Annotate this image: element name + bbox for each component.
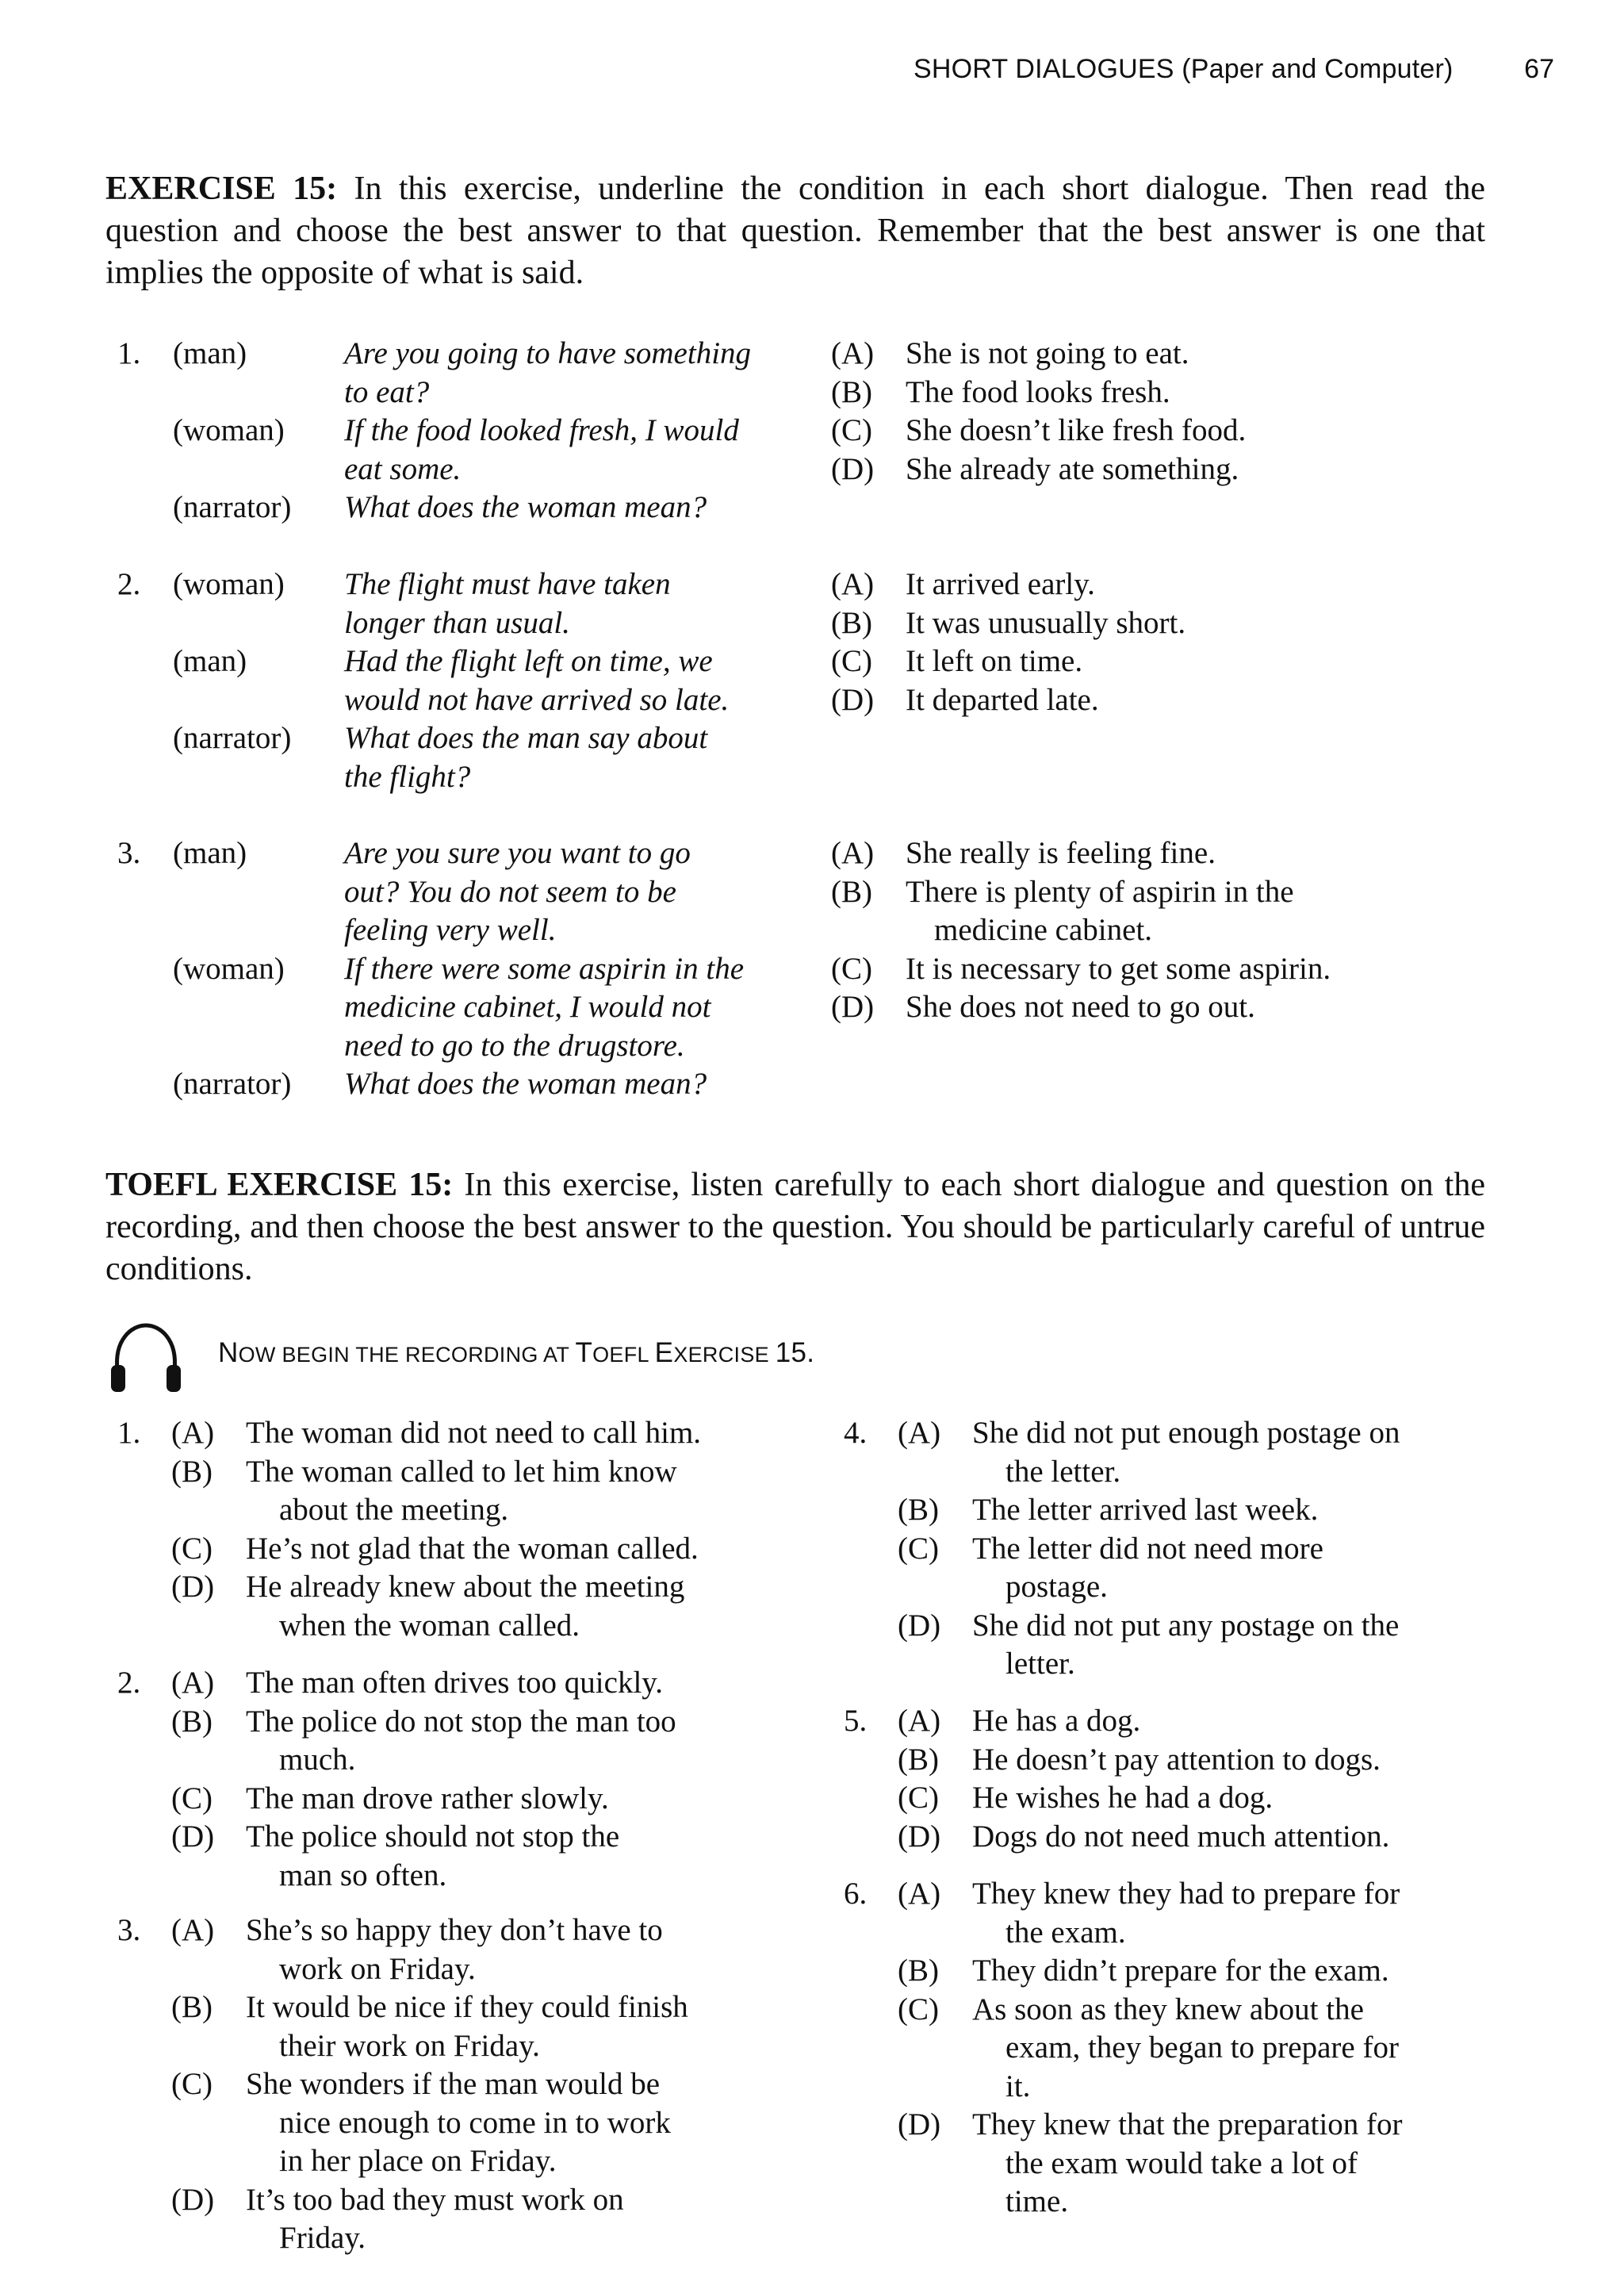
option-line: It would be nice if they could finish	[246, 1990, 688, 2024]
option-line: She does not need to go out.	[906, 990, 1255, 1024]
option-text	[906, 950, 1484, 989]
option-line: time.	[1005, 2184, 1069, 2218]
speaker-label: (man)	[173, 836, 247, 870]
option-text	[906, 604, 1484, 643]
option-letter: (B)	[831, 605, 872, 640]
item-number: 4.	[844, 1416, 868, 1450]
option-line: She did not put enough postage on	[972, 1416, 1400, 1450]
exercise-15-text: In this exercise, underline the condition in each short dialogue. Then read the question and choose the best answer to that question. Remember that the best answer is one that implies the opposite of what is said.	[105, 171, 1485, 291]
speech-line: If the food looked fresh, I would	[344, 413, 739, 447]
speech-line: The flight must have taken	[344, 567, 671, 601]
speech-line: Had the flight left on time, we	[344, 644, 713, 678]
option-text	[906, 873, 1484, 950]
option-letter: (C)	[171, 1531, 213, 1566]
option-letter: (C)	[898, 1992, 939, 2026]
option-line: They didn’t prepare for the exam.	[972, 1954, 1389, 1988]
option-line: man so often.	[279, 1858, 447, 1892]
speech-line: What does the woman mean?	[344, 1067, 707, 1101]
option-line: It left on time.	[906, 644, 1083, 678]
option-line: Dogs do not need much attention.	[972, 1819, 1390, 1854]
option-line: it.	[1005, 2069, 1031, 2103]
speech-line: would not have arrived so late.	[344, 682, 730, 717]
exercise-15-label: EXERCISE 15:	[105, 171, 338, 207]
option-text	[246, 1530, 753, 1569]
option-text	[906, 642, 1484, 681]
option-text	[246, 1780, 753, 1819]
option-line: They knew that the preparation for	[972, 2107, 1403, 2141]
option-line: when the woman called.	[279, 1608, 580, 1643]
option-line: The police should not stop the	[246, 1819, 620, 1854]
option-text	[906, 834, 1484, 873]
option-text	[246, 1453, 753, 1530]
option-line: their work on Friday.	[279, 2028, 540, 2063]
option-text	[972, 1491, 1480, 1530]
option-letter: (A)	[898, 1704, 941, 1738]
option-text	[972, 2106, 1480, 2222]
option-letter: (D)	[831, 451, 875, 486]
option-line: It’s too bad they must work on	[246, 2182, 624, 2217]
option-text	[972, 1779, 1480, 1818]
option-line: It is necessary to get some aspirin.	[906, 951, 1331, 986]
option-line: It was unusually short.	[906, 605, 1186, 640]
option-text	[972, 1818, 1480, 1857]
speech-line: to eat?	[344, 374, 430, 409]
exercise-15-instructions	[105, 168, 1485, 294]
option-letter: (C)	[171, 2067, 213, 2101]
option-text	[246, 2065, 753, 2181]
speech-text	[344, 834, 788, 950]
item-number: 5.	[844, 1704, 868, 1738]
page-number: 67	[1524, 54, 1554, 84]
recording-instruction: NOW BEGIN THE RECORDING AT TOEFL EXERCISE 15.	[218, 1337, 815, 1368]
speech-line: eat some.	[344, 451, 462, 486]
speech-text	[344, 950, 788, 1066]
option-line: Friday.	[279, 2221, 366, 2255]
option-letter: (B)	[898, 1954, 939, 1988]
option-line: She wonders if the man would be	[246, 2067, 661, 2101]
speaker-label: (narrator)	[173, 721, 292, 755]
option-text	[246, 1911, 753, 1988]
speech-text	[344, 1065, 788, 1104]
item-number: 1.	[117, 336, 141, 370]
option-text	[972, 1875, 1480, 1952]
option-line: They knew they had to prepare for	[972, 1877, 1400, 1911]
option-letter: (D)	[171, 1819, 215, 1854]
option-line: The letter did not need more	[972, 1531, 1323, 1566]
option-line: There is plenty of aspirin in the	[906, 874, 1294, 909]
option-text	[906, 988, 1484, 1027]
option-line: the exam.	[1005, 1915, 1126, 1950]
option-text	[246, 1664, 753, 1703]
speech-text	[344, 412, 788, 489]
speech-line: the flight?	[344, 759, 471, 794]
option-line: He has a dog.	[972, 1704, 1141, 1738]
option-letter: (C)	[831, 951, 872, 986]
speech-line: medicine cabinet, I would not	[344, 990, 711, 1024]
option-line: He doesn’t pay attention to dogs.	[972, 1742, 1381, 1777]
option-line: exam, they began to prepare for	[1005, 2030, 1399, 2065]
speaker-label: (man)	[173, 336, 247, 370]
option-text	[246, 1568, 753, 1645]
item-number: 3.	[117, 1913, 141, 1947]
toefl-exercise-15-label: TOEFL EXERCISE 15:	[105, 1167, 454, 1203]
option-letter: (A)	[171, 1416, 215, 1450]
option-letter: (B)	[171, 1704, 213, 1739]
option-line: the exam would take a lot of	[1005, 2145, 1358, 2180]
option-line: She doesn’t like fresh food.	[906, 413, 1247, 447]
item-number: 3.	[117, 836, 141, 870]
option-letter: (D)	[898, 1819, 941, 1854]
option-line: much.	[279, 1743, 356, 1777]
option-line: in her place on Friday.	[279, 2144, 557, 2178]
speech-line: Are you going to have something	[344, 336, 752, 370]
option-letter: (C)	[898, 1531, 939, 1566]
option-text	[972, 1530, 1480, 1607]
speaker-label: (woman)	[173, 567, 285, 601]
option-text	[906, 566, 1484, 604]
option-text	[972, 1414, 1480, 1491]
speech-line: feeling very well.	[344, 913, 557, 947]
option-letter: (B)	[831, 874, 872, 909]
option-letter: (C)	[171, 1781, 213, 1815]
option-text	[246, 1818, 753, 1895]
speech-line: If there were some aspirin in the	[344, 951, 745, 986]
option-letter: (C)	[898, 1781, 939, 1815]
option-letter: (D)	[898, 1608, 941, 1643]
speech-text	[344, 566, 788, 642]
option-letter: (D)	[171, 2182, 215, 2217]
option-text	[246, 1703, 753, 1780]
option-letter: (C)	[831, 413, 872, 447]
option-line: He wishes he had a dog.	[972, 1781, 1274, 1815]
option-line: As soon as they knew about the	[972, 1992, 1364, 2026]
option-text	[906, 412, 1484, 451]
option-line: She really is feeling fine.	[906, 836, 1216, 870]
option-line: The woman did not need to call him.	[246, 1416, 702, 1450]
headphones-icon	[108, 1321, 184, 1395]
option-line: work on Friday.	[279, 1951, 476, 1986]
option-line: She’s so happy they don’t have to	[246, 1913, 663, 1947]
speech-text	[344, 489, 788, 527]
speech-text	[344, 642, 788, 719]
speech-text	[344, 719, 788, 796]
option-letter: (A)	[831, 336, 875, 370]
speaker-label: (narrator)	[173, 490, 292, 524]
option-line: He’s not glad that the woman called.	[246, 1531, 699, 1566]
item-number: 6.	[844, 1877, 868, 1911]
option-letter: (C)	[831, 644, 872, 678]
option-line: nice enough to come in to work	[279, 2105, 671, 2140]
option-line: the letter.	[1005, 1454, 1121, 1489]
option-letter: (B)	[898, 1493, 939, 1527]
option-line: The woman called to let him know	[246, 1454, 677, 1489]
option-line: She did not put any postage on the	[972, 1608, 1400, 1643]
option-text	[972, 1741, 1480, 1780]
speech-line: longer than usual.	[344, 605, 570, 640]
option-line: The food looks fresh.	[906, 374, 1170, 409]
option-text	[972, 1991, 1480, 2107]
option-letter: (B)	[171, 1990, 213, 2024]
option-line: He already knew about the meeting	[246, 1570, 685, 1604]
speech-line: need to go to the drugstore.	[344, 1028, 685, 1063]
option-line: medicine cabinet.	[934, 913, 1153, 947]
option-line: The letter arrived last week.	[972, 1493, 1319, 1527]
option-letter: (A)	[898, 1877, 941, 1911]
item-number: 1.	[117, 1416, 141, 1450]
option-letter: (D)	[831, 990, 875, 1024]
option-line: about the meeting.	[279, 1493, 509, 1527]
option-letter: (B)	[171, 1454, 213, 1489]
option-letter: (A)	[831, 567, 875, 601]
option-letter: (A)	[898, 1416, 941, 1450]
option-letter: (D)	[171, 1570, 215, 1604]
option-letter: (A)	[171, 1913, 215, 1947]
option-line: postage.	[1005, 1570, 1108, 1604]
speech-text	[344, 335, 788, 412]
item-number: 2.	[117, 1666, 141, 1700]
option-line: It arrived early.	[906, 567, 1095, 601]
option-text	[246, 1988, 753, 2065]
option-text	[972, 1952, 1480, 1991]
speaker-label: (woman)	[173, 413, 285, 447]
speech-line: What does the woman mean?	[344, 490, 707, 524]
speech-line: What does the man say about	[344, 721, 708, 755]
option-text	[972, 1702, 1480, 1741]
speech-line: Are you sure you want to go	[344, 836, 691, 870]
option-text	[906, 374, 1484, 412]
option-line: She already ate something.	[906, 451, 1239, 486]
option-letter: (B)	[898, 1742, 939, 1777]
item-number: 2.	[117, 567, 141, 601]
option-letter: (A)	[171, 1666, 215, 1700]
option-text	[906, 451, 1484, 489]
speech-line: out? You do not seem to be	[344, 874, 676, 909]
option-line: The man often drives too quickly.	[246, 1666, 664, 1700]
option-text	[246, 1414, 753, 1453]
option-text	[906, 335, 1484, 374]
option-line: It departed late.	[906, 682, 1099, 717]
running-header: SHORT DIALOGUES (Paper and Computer)	[914, 54, 1454, 84]
toefl-exercise-15-instructions	[105, 1164, 1485, 1290]
option-line: She is not going to eat.	[906, 336, 1189, 370]
option-letter: (D)	[898, 2107, 941, 2141]
option-text	[906, 681, 1484, 720]
speaker-label: (man)	[173, 644, 247, 678]
speaker-label: (woman)	[173, 951, 285, 986]
option-letter: (A)	[831, 836, 875, 870]
option-letter: (B)	[831, 374, 872, 409]
option-line: The police do not stop the man too	[246, 1704, 676, 1739]
option-line: The man drove rather slowly.	[246, 1781, 609, 1815]
option-line: letter.	[1005, 1647, 1075, 1681]
option-letter: (D)	[831, 682, 875, 717]
toefl-exercise-15-text: In this exercise, listen carefully to each short dialogue and question on the recording, and then choose the best answer to the question. You should be particularly careful of untrue conditions.	[105, 1167, 1485, 1287]
option-text	[246, 2181, 753, 2258]
option-text	[972, 1607, 1480, 1684]
speaker-label: (narrator)	[173, 1067, 292, 1101]
